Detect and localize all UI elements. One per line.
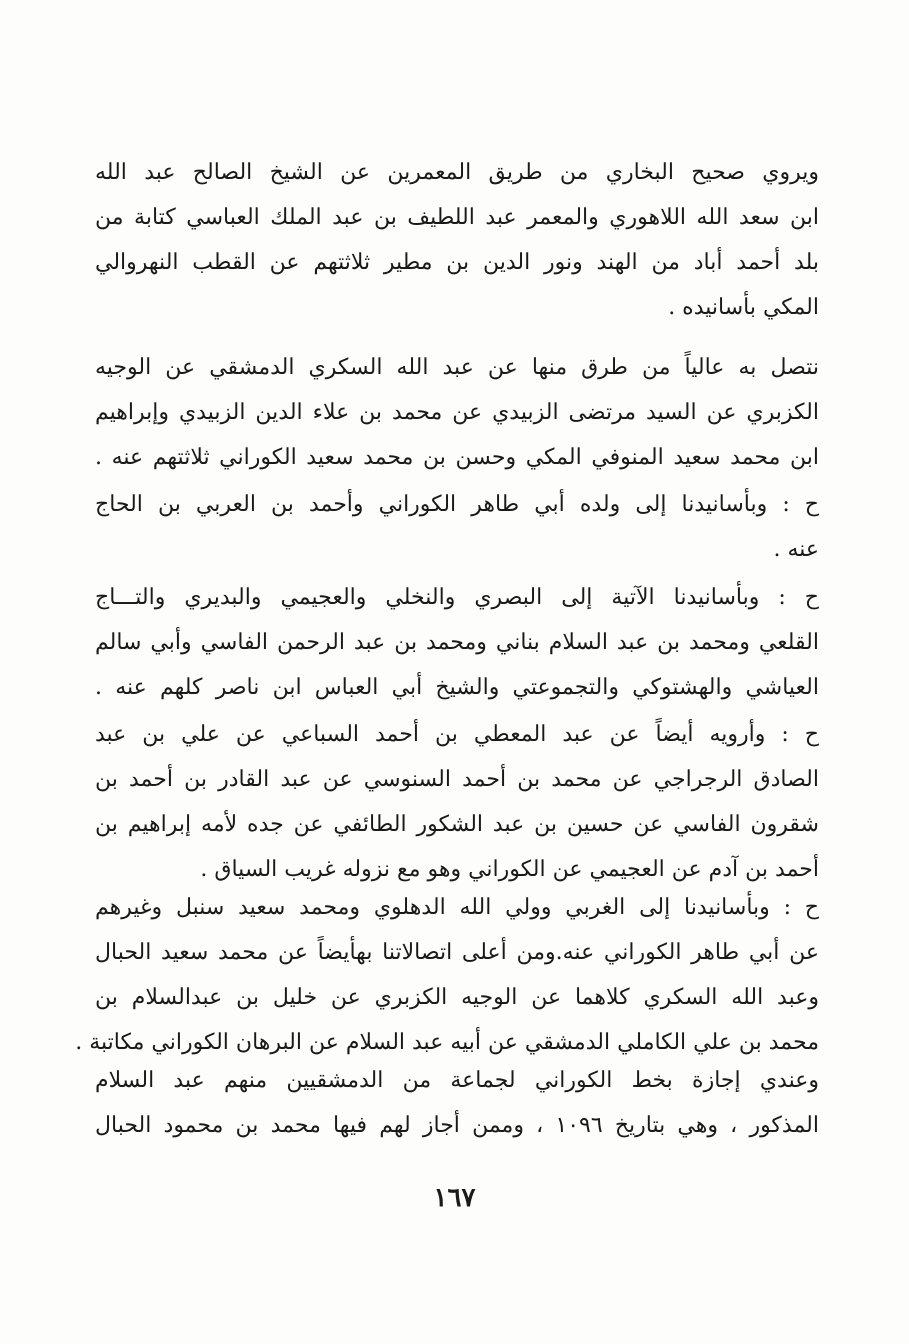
text-line: شقرون الفاسي عن حسين بن عبد الشكور الطائفي عن جده لأمه إبراهيم بن: [95, 812, 819, 837]
text-line: ح : وأرويه أيضاً عن عبد المعطي بن أحمد السباعي عن علي بن عبد: [95, 722, 819, 747]
text-line: بلد أحمد أباد من الهند ونور الدين بن مطير ثلاثتهم عن القطب النهروالي: [95, 250, 819, 275]
paragraph-5: [95, 712, 819, 892]
paragraph-2: [95, 345, 819, 480]
text-line: الصادق الرجراجي عن محمد بن أحمد السنوسي عن عبد القادر بن أحمد بن: [95, 767, 819, 792]
text-line: الكزبري عن السيد مرتضى الزبيدي عن محمد بن علاء الدين الزبيدي وإبراهيم: [95, 400, 819, 425]
text-line: عن أبي طاهر الكوراني عنه.ومن أعلى اتصالاتنا بهأيضاً عن محمد سعيد الحبال: [95, 940, 819, 965]
text-line: ويروي صحيح البخاري من طريق المعمرين عن الشيخ الصالح عبد الله: [95, 160, 819, 185]
text-line: عنه .: [773, 537, 819, 562]
text-line: العياشي والهشتوكي والتجموعتي والشيخ أبي العباس ابن ناصر كلهم عنه .: [95, 675, 819, 700]
text-line: وعبد الله السكري كلاهما عن الوجيه الكزبري عن خليل بن عبدالسلام بن: [95, 985, 819, 1010]
paragraph-7: [95, 1058, 819, 1148]
text-line: ابن محمد سعيد المنوفي المكي وحسن بن محمد سعيد الكوراني ثلاثتهم عنه .: [95, 445, 819, 470]
paragraph-3: [95, 482, 819, 572]
text-line: ح : وبأسانيدنا إلى الغربي وولي الله الدهلوي ومحمد سعيد سنبل وغيرهم: [95, 895, 819, 920]
text-line: نتصل به عالياً من طرق منها عن عبد الله السكري الدمشقي عن الوجيه: [95, 355, 819, 380]
text-line: وعندي إجازة بخط الكوراني لجماعة من الدمشقيين منهم عبد السلام: [95, 1068, 819, 1093]
text-line: المذكور ، وهي بتاريخ ١٠٩٦ ، وممن أجاز لهم فيها محمد بن محمود الحبال: [95, 1113, 819, 1138]
paragraph-4: [95, 575, 819, 710]
paragraph-1: [95, 150, 819, 330]
text-line: المكي بأسانيده .: [668, 295, 819, 320]
page-number: ١٦٧: [433, 1183, 476, 1213]
text-line: محمد بن علي الكاملي الدمشقي عن أبيه عبد السلام عن البرهان الكوراني مكاتبة .: [75, 1030, 819, 1055]
text-line: ابن سعد الله اللاهوري والمعمر عبد اللطيف بن عبد الملك العباسي كتابة من: [95, 205, 819, 230]
text-line: أحمد بن آدم عن العجيمي عن الكوراني وهو مع نزوله غريب السياق .: [200, 857, 819, 882]
paragraph-6: [75, 885, 819, 1065]
text-line: ح : وبأسانيدنا الآتية إلى البصري والنخلي والعجيمي والبديري والتـــاج: [95, 585, 819, 610]
text-line: ح : وبأسانيدنا إلى ولده أبي طاهر الكوراني وأحمد بن العربي بن الحاج: [95, 492, 819, 517]
text-line: القلعي ومحمد بن عبد السلام بناني ومحمد بن عبد الرحمن الفاسي وأبي سالم: [95, 630, 819, 655]
